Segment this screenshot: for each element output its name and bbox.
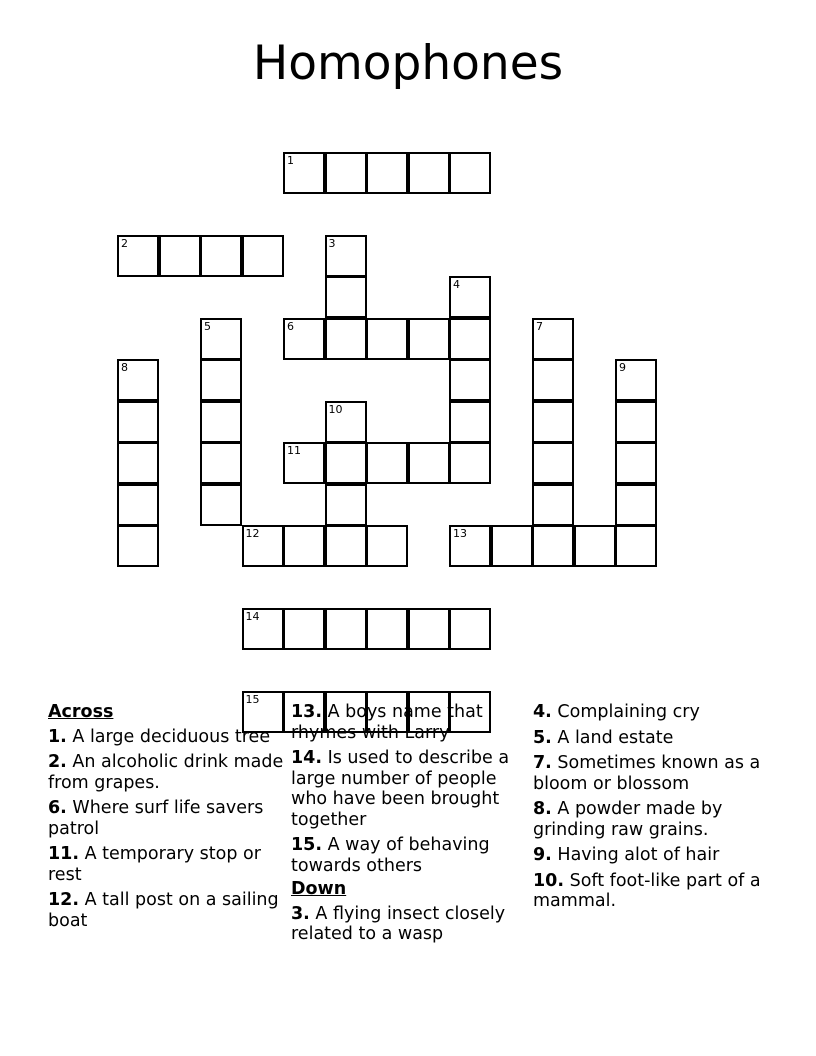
crossword-cell[interactable] <box>366 608 408 650</box>
clue-item-text: Complaining cry <box>557 702 700 722</box>
clue-item <box>533 799 771 840</box>
clue-item-text: A boys name that rhymes with Larry <box>291 702 483 743</box>
clue-number: 2 <box>121 236 128 250</box>
crossword-cell[interactable] <box>449 359 491 401</box>
clue-number: 3 <box>328 236 336 250</box>
clue-item <box>48 752 286 793</box>
clue-item-text: A flying insect closely related to a wasp <box>291 903 506 944</box>
crossword-cell[interactable] <box>117 442 159 484</box>
crossword-cell[interactable] <box>117 484 159 526</box>
crossword-cell[interactable] <box>325 401 367 443</box>
clue-item-number: 9. <box>533 845 552 865</box>
crossword-cell[interactable] <box>449 152 491 194</box>
down-clues-list <box>533 702 771 912</box>
clue-number: 1 <box>287 153 294 167</box>
crossword-cell[interactable] <box>283 318 325 360</box>
crossword-cell[interactable] <box>283 152 325 194</box>
crossword-cell[interactable] <box>283 525 325 567</box>
crossword-cell[interactable] <box>449 608 491 650</box>
crossword-cell[interactable] <box>574 525 616 567</box>
clue-number: 5 <box>204 319 211 333</box>
crossword-cell[interactable] <box>117 235 159 277</box>
crossword-cell[interactable] <box>491 525 533 567</box>
crossword-cell[interactable] <box>532 442 574 484</box>
clue-item-number: 10. <box>533 870 565 891</box>
crossword-cell[interactable] <box>449 442 491 484</box>
across-heading: Across <box>48 702 114 722</box>
clue-item <box>48 727 286 748</box>
clue-item <box>291 835 529 876</box>
across-clues-list <box>48 727 286 932</box>
clue-item-number: 1. <box>48 726 67 747</box>
crossword-cell[interactable] <box>532 318 574 360</box>
crossword-cell[interactable] <box>242 525 284 567</box>
clue-number: 4 <box>453 278 460 291</box>
crossword-cell[interactable] <box>408 442 450 484</box>
crossword-cell[interactable] <box>408 318 450 360</box>
clue-item <box>533 845 771 866</box>
crossword-cell[interactable] <box>242 608 284 650</box>
crossword-cell[interactable] <box>200 235 242 277</box>
clue-item-text: A powder made by grinding raw grains. <box>533 799 723 840</box>
crossword-cell[interactable] <box>283 442 325 484</box>
clue-item-number: 7. <box>533 753 552 773</box>
clue-item-number: 6. <box>48 798 67 818</box>
clues-column-1 <box>48 702 286 936</box>
crossword-cell[interactable] <box>532 359 574 401</box>
crossword-cell[interactable] <box>408 608 450 650</box>
clue-item-text: A temporary stop or rest <box>48 844 261 885</box>
clues-column-2 <box>291 702 529 950</box>
clue-item <box>291 748 529 830</box>
crossword-cell[interactable] <box>200 401 242 443</box>
crossword-cell[interactable] <box>449 401 491 443</box>
clue-item-number: 2. <box>48 752 67 772</box>
crossword-cell[interactable] <box>117 401 159 443</box>
clue-item <box>291 904 529 945</box>
clue-item-number: 12. <box>48 890 80 910</box>
crossword-cell[interactable] <box>117 359 159 401</box>
clue-item <box>533 702 771 723</box>
clue-item <box>533 728 771 749</box>
crossword-cell[interactable] <box>242 235 284 277</box>
crossword-cell[interactable] <box>117 525 159 567</box>
crossword-cell[interactable] <box>159 235 201 277</box>
crossword-cell[interactable] <box>325 608 367 650</box>
clue-item-number: 5. <box>533 727 552 748</box>
crossword-cell[interactable] <box>325 276 367 318</box>
clue-number: 8 <box>121 361 128 374</box>
clue-number: 15 <box>245 693 260 706</box>
crossword-cell[interactable] <box>449 318 491 360</box>
crossword-cell[interactable] <box>615 359 657 401</box>
clues-column-3 <box>533 702 771 917</box>
down-heading: Down <box>291 879 347 899</box>
clue-item-text: A land estate <box>557 727 674 748</box>
clue-item-text: Soft foot-like part of a mammal. <box>533 870 761 911</box>
crossword-cell[interactable] <box>366 318 408 360</box>
crossword-cell[interactable] <box>200 442 242 484</box>
clue-item-number: 8. <box>533 799 552 819</box>
crossword-cell[interactable] <box>200 359 242 401</box>
crossword-cell[interactable] <box>615 525 657 567</box>
crossword-cell[interactable] <box>325 235 367 277</box>
clue-number: 10 <box>328 402 343 416</box>
clue-item-text: Is used to describe a large number of people who have been brought together <box>291 748 510 830</box>
crossword-cell[interactable] <box>325 442 367 484</box>
crossword-cell[interactable] <box>532 525 574 567</box>
clue-number: 11 <box>287 444 301 457</box>
crossword-cell[interactable] <box>449 276 491 318</box>
crossword-cell[interactable] <box>200 318 242 360</box>
crossword-cell[interactable] <box>325 318 367 360</box>
clue-number: 14 <box>245 610 260 623</box>
crossword-cell[interactable] <box>615 401 657 443</box>
clue-item <box>291 702 529 743</box>
crossword-cell[interactable] <box>408 152 450 194</box>
crossword-cell[interactable] <box>200 484 242 526</box>
clue-item-text: Sometimes known as a bloom or blossom <box>533 753 761 794</box>
crossword-cell[interactable] <box>325 525 367 567</box>
crossword-cell[interactable] <box>366 525 408 567</box>
crossword-cell[interactable] <box>615 484 657 526</box>
crossword-cell[interactable] <box>532 401 574 443</box>
clue-item-number: 4. <box>533 702 552 722</box>
crossword-cell[interactable] <box>615 442 657 484</box>
clue-item-number: 14. <box>291 748 323 768</box>
clue-item <box>48 798 286 839</box>
crossword-cell[interactable] <box>366 442 408 484</box>
crossword-cell[interactable] <box>449 525 491 567</box>
clue-item-text: A way of behaving towards others <box>291 835 490 876</box>
clue-item-text: Where surf life savers patrol <box>48 798 264 839</box>
clue-item-number: 3. <box>291 903 310 924</box>
clue-item-number: 15. <box>291 835 323 855</box>
clue-number: 6 <box>287 319 294 333</box>
clue-item-number: 13. <box>291 702 323 722</box>
page-title: Homophones <box>252 36 564 91</box>
across-clues-list <box>291 702 529 876</box>
clue-number: 12 <box>245 527 260 540</box>
clue-number: 7 <box>536 319 543 333</box>
clue-item-text: An alcoholic drink made from grapes. <box>48 752 284 793</box>
clue-item-text: A tall post on a sailing boat <box>48 890 279 931</box>
down-clues-list <box>291 904 529 945</box>
clue-item-text: Having alot of hair <box>557 845 720 865</box>
clue-number: 9 <box>619 361 626 374</box>
clue-item <box>533 871 771 912</box>
crossword-cell[interactable] <box>325 152 367 194</box>
crossword-cell[interactable] <box>366 152 408 194</box>
crossword-cell[interactable] <box>325 484 367 526</box>
clue-item-number: 11. <box>48 844 80 864</box>
clue-item <box>533 753 771 794</box>
crossword-cell[interactable] <box>283 608 325 650</box>
clue-number: 13 <box>453 527 467 540</box>
crossword-cell[interactable] <box>532 484 574 526</box>
clue-item <box>48 890 286 931</box>
clue-item-text: A large deciduous tree <box>72 726 271 747</box>
clue-item <box>48 844 286 885</box>
